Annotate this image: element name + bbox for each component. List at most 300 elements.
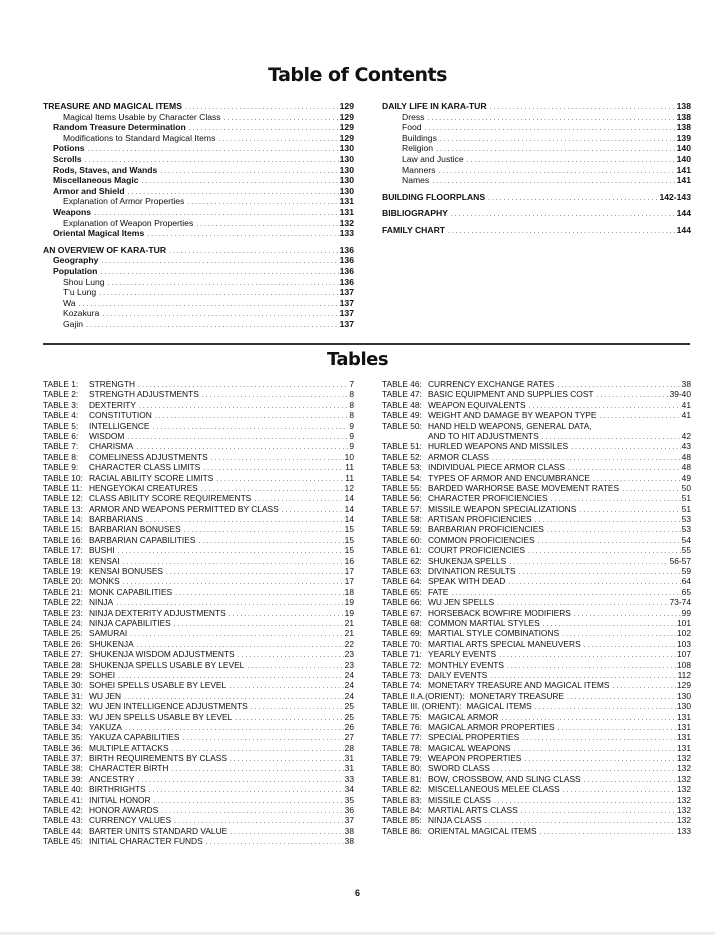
table-page: 16 [344,555,354,566]
table-entry[interactable] [382,587,691,597]
dot-leader [567,691,676,701]
toc-entry[interactable] [43,186,354,197]
table-entry[interactable] [43,701,354,711]
table-page: 8 [349,389,354,400]
table-number: TABLE 85: [382,815,422,826]
toc-entry[interactable] [382,208,691,219]
table-number: TABLE 50: [382,420,422,431]
table-entry[interactable] [382,784,691,794]
table-entry[interactable] [382,514,691,524]
table-number: TABLE 9: [43,462,79,473]
table-number: TABLE 5: [43,420,79,431]
dot-leader [123,556,344,566]
table-entry[interactable] [43,431,354,441]
table-entry[interactable] [43,566,354,576]
dot-leader [161,805,343,815]
table-entry[interactable] [382,566,691,576]
table-entry[interactable] [382,815,691,825]
dot-leader [101,255,338,266]
toc-entry-page: 144 [676,224,691,235]
tables-left-column [43,379,354,847]
table-page: 33 [344,773,354,784]
table-title: BARBARIAN CAPABILITIES [89,534,196,545]
table-number: TABLE 41: [43,794,83,805]
toc-entry-page: 140 [676,143,691,154]
dot-leader [102,308,338,319]
toc-entry[interactable] [43,319,354,330]
table-title: SHUKENJA WISDOM ADJUSTMENTS [89,649,235,660]
table-number: TABLE 33: [43,711,83,722]
table-entry[interactable] [382,524,691,534]
toc-entry[interactable] [43,207,354,218]
toc-entry-label: Explanation of Weapon Properties [63,217,194,228]
table-entry[interactable] [382,763,691,773]
table-page: 112 [677,669,691,680]
dot-leader [551,493,681,503]
table-title: HURLED WEAPONS AND MISSILES [428,441,569,452]
table-entry[interactable] [43,504,354,514]
table-entry[interactable] [382,774,691,784]
toc-entry-label: Law and Justice [402,153,464,164]
table-entry[interactable] [43,784,354,794]
table-entry[interactable] [43,576,354,586]
table-number: TABLE 74: [382,680,422,691]
table-page: 19 [344,607,354,618]
table-page: 9 [349,420,354,431]
toc-entry[interactable] [382,225,691,236]
table-entry[interactable] [43,441,354,451]
dot-leader [543,618,676,628]
table-number: TABLE 69: [382,628,422,639]
table-entry[interactable] [382,545,691,555]
table-page: 8 [349,410,354,421]
table-entry[interactable] [43,836,354,846]
toc-entry-page: 136 [339,255,354,266]
toc-entry-page: 138 [676,122,691,133]
toc-entry-page: 133 [339,228,354,239]
dot-leader [490,101,676,112]
table-title: BOW, CROSSBOW, AND SLING CLASS [428,773,581,784]
table-title: TYPES OF ARMOR AND ENCUMBRANCE [428,472,590,483]
dot-leader [218,133,338,144]
table-page: 132 [677,805,691,816]
toc-entry-label: Oriental Magical Items [53,228,145,239]
table-entry[interactable] [382,535,691,545]
table-entry[interactable] [43,535,354,545]
table-number: TABLE 13: [43,503,83,514]
table-title: SWORD CLASS [428,763,490,774]
table-title: MAGICAL ARMOR [428,711,499,722]
dot-leader [599,410,680,420]
toc-entry[interactable] [43,266,354,277]
toc-entry-page: 130 [339,143,354,154]
table-number: TABLE 28: [43,659,83,670]
toc-entry-label: Religion [402,143,434,154]
dot-leader [497,597,668,607]
table-title: ORIENTAL MAGICAL ITEMS [428,825,537,836]
table-page: 15 [344,534,354,545]
toc-entry[interactable] [43,255,354,266]
toc-entry[interactable] [43,154,354,165]
table-title: MONETARY TREASURE [469,690,565,701]
table-title: MONTHLY EVENTS [428,659,505,670]
table-title: BARBARIAN PROFICIENCIES [428,524,544,535]
table-number: TABLE 4: [43,410,79,421]
toc-entry-label: DAILY LIFE IN KARA-TUR [382,101,487,111]
table-entry[interactable] [382,576,691,586]
toc-entry-page: 141 [676,164,691,175]
table-entry[interactable] [382,701,691,711]
table-entry[interactable] [43,483,354,493]
dot-leader [499,649,676,659]
table-page: 51 [681,503,691,514]
table-entry[interactable] [382,462,691,472]
toc-entry[interactable] [43,218,354,229]
dot-leader [224,112,339,123]
dot-leader [563,784,676,794]
toc-entry[interactable] [43,287,354,298]
toc-entry-label: Food [402,122,422,133]
toc-entry-label: Dress [402,111,425,122]
dot-leader [155,410,349,420]
toc-entry[interactable] [382,165,691,176]
toc-entry[interactable] [382,192,691,203]
table-entry[interactable] [43,795,354,805]
table-title: WEAPON EQUIVALENTS [428,399,526,410]
dot-leader [206,836,344,846]
table-page: 131 [677,742,691,753]
table-entry[interactable] [43,649,354,659]
table-entry[interactable] [43,587,354,597]
toc-entry[interactable] [43,175,354,186]
table-page: 11 [345,472,354,483]
table-title: BIRTH REQUIREMENTS BY CLASS [89,753,227,764]
table-title: DAILY EVENTS [428,669,488,680]
toc-entry[interactable] [43,122,354,133]
table-entry[interactable] [43,514,354,524]
table-entry[interactable] [43,732,354,742]
table-page: 37 [344,815,354,826]
dot-leader [139,400,348,410]
toc-entry-page: 137 [339,318,354,329]
table-entry[interactable] [382,660,691,670]
table-page: 14 [344,503,354,514]
table-entry[interactable] [43,774,354,784]
table-page: 19 [344,597,354,608]
table-entry[interactable] [382,618,691,628]
table-entry[interactable] [382,483,691,493]
table-title: SPEAK WITH DEAD [428,576,506,587]
table-entry[interactable] [382,805,691,815]
table-page: 59 [681,566,691,577]
dot-leader [535,701,676,711]
table-page: 12 [344,482,354,493]
toc-entry-label: Modifications to Standard Magical Items [63,132,216,143]
table-page: 133 [677,825,691,836]
toc-entry[interactable] [43,277,354,288]
table-page: 18 [344,586,354,597]
table-number: TABLE 8: [43,451,79,462]
table-number: TABLE 39: [43,773,83,784]
table-entry[interactable] [43,753,354,763]
table-entry[interactable] [43,826,354,836]
table-number: TABLE 46: [382,379,422,389]
table-entry[interactable] [382,753,691,763]
table-entry[interactable] [382,608,691,618]
table-number: TABLE 67: [382,607,422,618]
table-entry[interactable] [43,691,354,701]
table-page: 24 [344,669,354,680]
dot-leader [130,628,344,638]
table-entry[interactable] [382,597,691,607]
table-title: ARMOR AND WEAPONS PERMITTED BY CLASS [89,503,279,514]
dot-leader [174,618,344,628]
table-number: TABLE 49: [382,410,422,421]
dot-leader [507,660,676,670]
table-entry[interactable] [382,670,691,680]
table-entry[interactable] [43,473,354,483]
table-entry[interactable] [43,379,354,389]
dot-leader [538,535,681,545]
table-page: 11 [345,462,354,473]
table-title: MONK CAPABILITIES [89,586,173,597]
table-entry[interactable] [43,660,354,670]
toc-entry-label: Population [53,265,98,276]
table-number: TABLE 27: [43,649,83,660]
table-number: TABLE 86: [382,825,422,836]
toc-entry[interactable] [43,101,354,112]
table-title: MISSILE WEAPON SPECIALIZATIONS [428,503,577,514]
table-entry[interactable] [382,421,691,431]
table-title: SHUKENJA SPELLS [428,555,507,566]
table-title: STRENGTH [89,379,136,389]
table-entry[interactable] [382,628,691,638]
toc-entry[interactable] [43,228,354,239]
toc-entry[interactable] [43,112,354,123]
toc-entry-page: 139 [676,132,691,143]
toc-entry-label: Shou Lung [63,276,105,287]
table-page: 130 [677,701,691,712]
table-number: TABLE 35: [43,732,83,743]
table-page: 35 [344,794,354,805]
toc-entry[interactable] [43,298,354,309]
table-page: 39-40 [669,389,691,400]
table-entry[interactable] [43,452,354,462]
dot-leader [235,712,343,722]
table-entry[interactable] [382,556,691,566]
table-title: STRENGTH ADJUSTMENTS [89,389,199,400]
table-page: 49 [681,472,691,483]
table-page: 25 [344,711,354,722]
toc-entry[interactable] [382,175,691,186]
dot-leader [175,587,344,597]
dot-leader [128,186,339,197]
dot-leader [440,133,676,144]
table-title: YAKUZA CAPABILITIES [89,732,180,743]
dot-leader [492,452,681,462]
table-entry[interactable] [43,410,354,420]
table-entry[interactable] [382,795,691,805]
table-number: TABLE 3: [43,399,79,410]
table-title: WU JEN SPELLS USABLE BY LEVEL [89,711,233,722]
dot-leader [571,441,681,451]
dot-leader [116,597,343,607]
table-number: TABLE 29: [43,669,83,680]
table-number: TABLE 55: [382,482,422,493]
table-entry[interactable] [43,524,354,534]
toc-entry[interactable] [382,112,691,123]
table-entry[interactable] [43,389,354,399]
toc-entry[interactable] [43,165,354,176]
table-title: CHARISMA [89,441,134,452]
dot-leader [562,628,676,638]
table-entry[interactable] [382,379,691,389]
table-entry[interactable] [43,400,354,410]
table-entry[interactable] [382,473,691,483]
toc-entry[interactable] [43,143,354,154]
table-page: 42 [681,430,691,441]
dot-leader [282,504,344,514]
toc-entry[interactable] [382,101,691,112]
table-entry[interactable] [43,545,354,555]
table-page: 131 [677,711,691,722]
toc-entry[interactable] [382,154,691,165]
table-entry[interactable] [382,493,691,503]
table-entry[interactable] [382,691,691,701]
table-entry[interactable] [382,400,691,410]
table-page: 132 [677,763,691,774]
dot-leader [201,483,344,493]
table-entry[interactable] [43,628,354,638]
dot-leader [160,165,338,176]
dot-leader [493,763,676,773]
toc-entry[interactable] [43,133,354,144]
dot-leader [467,154,676,165]
table-entry[interactable] [43,421,354,431]
dot-leader [540,826,676,836]
table-entry[interactable] [382,722,691,732]
toc-entry[interactable] [43,196,354,207]
dot-leader [584,639,676,649]
toc-entry-page: 138 [676,111,691,122]
table-entry[interactable] [382,712,691,722]
table-title: CHARACTER PROFICIENCIES [428,493,548,504]
table-title: COMMON PROFICIENCIES [428,534,535,545]
table-title: ARTISAN PROFICIENCIES [428,514,532,525]
table-title: CHARACTER CLASS LIMITS [89,462,201,473]
table-number: TABLE 47: [382,389,422,400]
table-number: TABLE 56: [382,493,422,504]
table-title: BASIC EQUIPMENT AND SUPPLIES COST [428,389,594,400]
dot-leader [436,143,676,154]
table-page: 101 [677,617,691,628]
toc-entry[interactable] [382,143,691,154]
table-page: 103 [677,638,691,649]
table-entry[interactable] [43,618,354,628]
table-entry[interactable] [382,504,691,514]
dot-leader [438,165,675,176]
table-entry[interactable] [43,462,354,472]
table-entry[interactable] [382,431,691,441]
table-entry[interactable] [43,597,354,607]
table-entry[interactable] [43,639,354,649]
dot-leader [547,524,681,534]
table-number: TABLE 15: [43,524,83,535]
toc-entry-label: Miscellaneous Magic [53,175,139,186]
dot-leader [125,722,344,732]
dot-leader [238,649,344,659]
table-entry[interactable] [43,712,354,722]
table-page: 41 [681,399,691,410]
toc-entry-label: BUILDING FLOORPLANS [382,191,486,202]
table-entry[interactable] [382,680,691,690]
table-entry[interactable] [43,493,354,503]
table-page: 10 [344,451,354,462]
table-entry[interactable] [43,680,354,690]
table-number: TABLE 77: [382,732,422,743]
table-number: TABLE 83: [382,794,422,805]
table-entry[interactable] [43,763,354,773]
table-number: TABLE 62: [382,555,422,566]
table-entry[interactable] [43,670,354,680]
table-page: 15 [344,545,354,556]
toc-entry-page: 132 [339,217,354,228]
table-number: TABLE 54: [382,472,422,483]
table-entry[interactable] [382,639,691,649]
dot-leader [514,743,676,753]
toc-entry-page: 130 [339,175,354,186]
dot-leader [124,691,344,701]
table-entry[interactable] [382,743,691,753]
dot-leader [485,815,676,825]
table-entry[interactable] [382,452,691,462]
table-entry[interactable] [43,805,354,815]
dot-leader [501,712,676,722]
dot-leader [198,535,343,545]
toc-entry[interactable] [43,245,354,256]
table-entry[interactable] [43,743,354,753]
toc-entry[interactable] [43,308,354,319]
toc-entry-label: BIBLIOGRAPHY [382,208,448,219]
table-number: TABLE 12: [43,493,83,504]
table-entry[interactable] [382,826,691,836]
table-number: TABLE 51: [382,441,422,452]
dot-leader [557,379,680,389]
dot-leader [427,112,675,123]
table-number: TABLE 78: [382,742,422,753]
toc-entry-label: Magical Items Usable by Character Class [63,111,221,122]
toc-entry-page: 140 [676,153,691,164]
table-entry[interactable] [382,441,691,451]
table-entry[interactable] [43,556,354,566]
table-entry[interactable] [382,732,691,742]
toc-entry[interactable] [382,122,691,133]
table-page: 50 [681,482,691,493]
table-entry[interactable] [43,608,354,618]
toc-entry[interactable] [382,133,691,144]
table-entry[interactable] [382,410,691,420]
table-entry[interactable] [382,649,691,659]
toc-entry-label: Scrolls [53,153,82,164]
dot-leader [184,524,344,534]
table-number: TABLE 66: [382,597,422,608]
toc-entry-page: 136 [339,276,354,287]
table-entry[interactable] [382,389,691,399]
table-title: WISDOM [89,430,125,441]
table-title: INDIVIDUAL PIECE ARMOR CLASS [428,462,565,473]
table-entry[interactable] [43,722,354,732]
table-entry[interactable] [43,815,354,825]
